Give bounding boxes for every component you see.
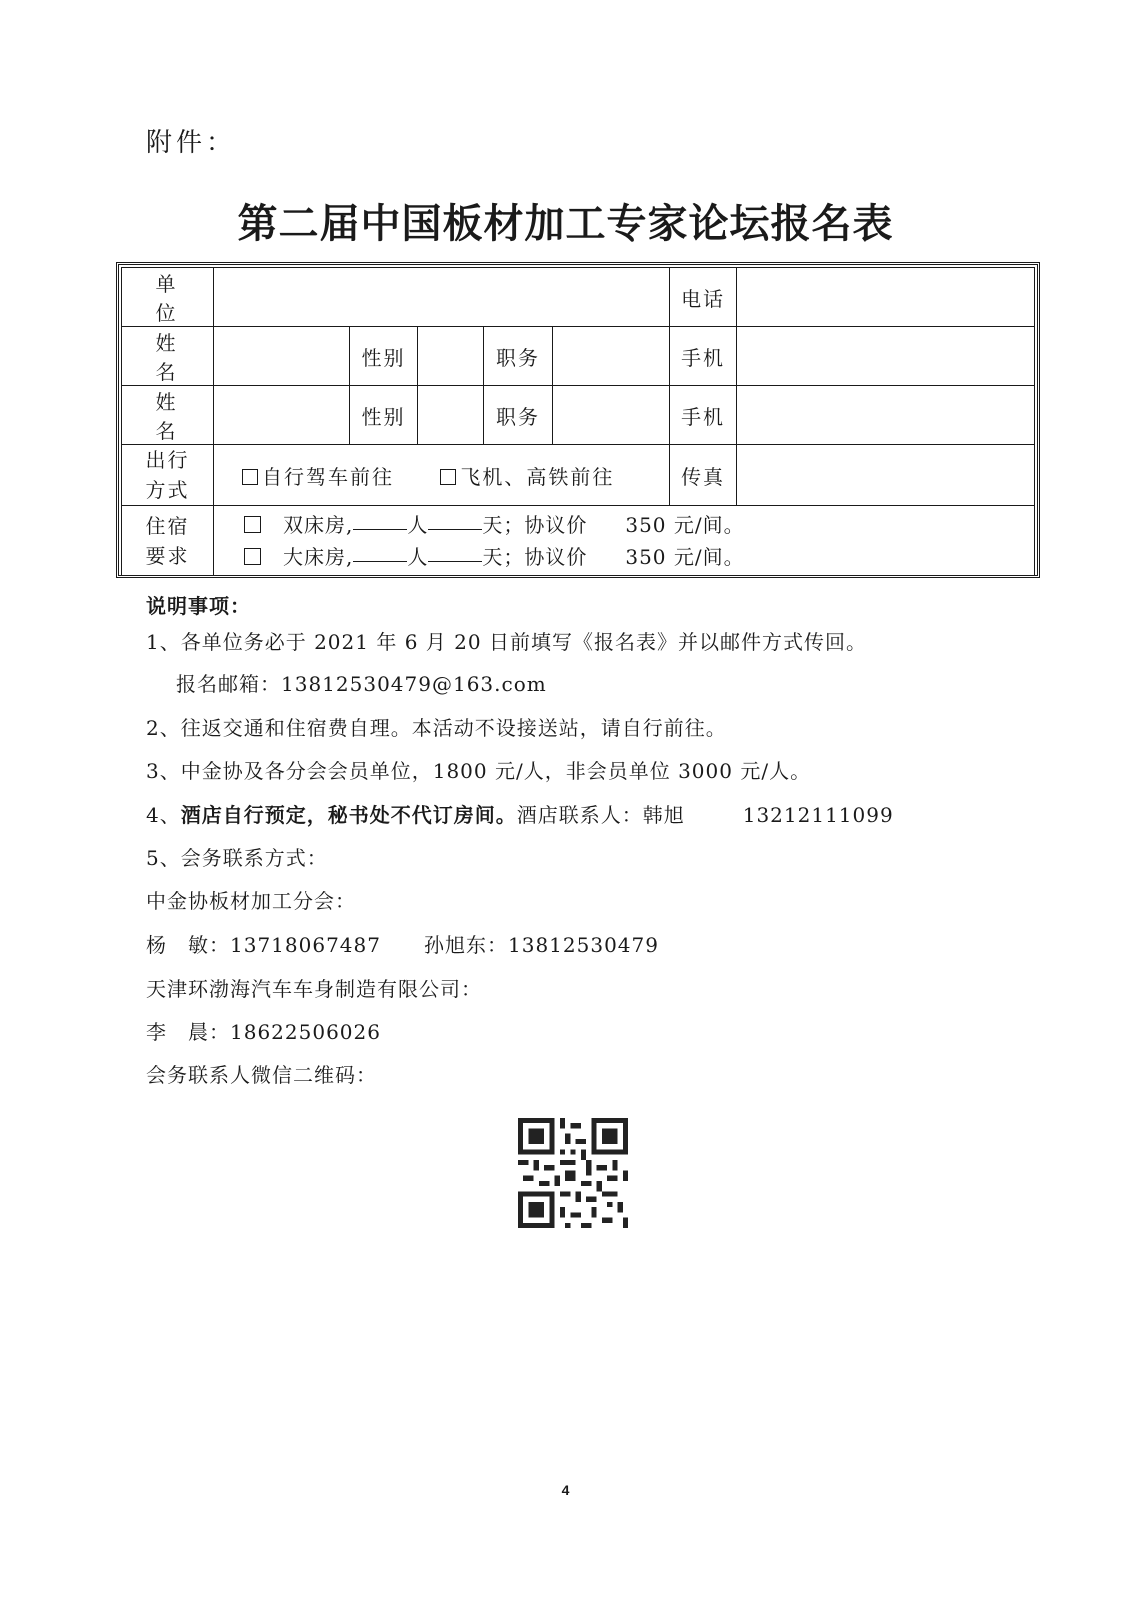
twin-room-checkbox[interactable] xyxy=(244,516,261,533)
name-field-2[interactable] xyxy=(214,386,350,445)
note-item-5: 5、会务联系方式： xyxy=(146,846,328,870)
twin-person-unit: 人 xyxy=(407,512,429,537)
fly-checkbox[interactable] xyxy=(440,469,456,485)
notes-heading: 说明事项： xyxy=(146,594,251,618)
registration-form xyxy=(116,262,1040,578)
gender-label-2: 性别 xyxy=(350,386,418,445)
big-price: 350 元/间。 xyxy=(625,544,745,569)
note-item-3: 3、中金协及各分会会员单位，1800 元/人，非会员单位 3000 元/人。 xyxy=(146,759,812,783)
phone-field[interactable] xyxy=(737,268,1035,327)
mobile-field-1[interactable] xyxy=(737,327,1035,386)
position-field-2[interactable] xyxy=(553,386,670,445)
twin-days-blank[interactable] xyxy=(428,528,482,530)
org-2: 天津环渤海汽车车身制造有限公司： xyxy=(146,977,482,1001)
mobile-label-1: 手机 xyxy=(670,327,737,386)
hotel-contact-phone: 13212111099 xyxy=(742,803,894,827)
drive-option-label: 自行驾车前往 xyxy=(262,464,394,489)
twin-price: 350 元/间。 xyxy=(625,512,745,537)
note-item-4-bold: 酒店自行预定，秘书处不代订房间。 xyxy=(180,803,517,827)
email-line: 报名邮箱：13812530479@163.com xyxy=(176,672,547,696)
wechat-label: 会务联系人微信二维码： xyxy=(146,1063,377,1087)
gender-field-2[interactable] xyxy=(418,386,484,445)
phone-label: 电话 xyxy=(670,268,737,327)
twin-room-label: 双床房, xyxy=(283,512,354,537)
big-day-price-label: 天；协议价 xyxy=(482,544,588,569)
position-label-1: 职务 xyxy=(484,327,553,386)
big-persons-blank[interactable] xyxy=(353,560,407,562)
gender-label-1: 性别 xyxy=(350,327,418,386)
lodging-label xyxy=(122,506,214,576)
note-item-4 xyxy=(146,799,894,828)
note-item-4-prefix: 4、 xyxy=(146,803,181,827)
big-days-blank[interactable] xyxy=(428,560,482,562)
position-label-2: 职务 xyxy=(484,386,553,445)
wechat-qr-code xyxy=(518,1118,628,1228)
unit-field[interactable] xyxy=(214,268,670,327)
twin-persons-blank[interactable] xyxy=(353,528,407,530)
travel-options xyxy=(214,445,670,506)
travel-label-line1: 出行 xyxy=(145,448,190,472)
big-room-label: 大床房, xyxy=(283,544,354,569)
fax-label: 传真 xyxy=(670,445,737,506)
name-label-2: 姓 名 xyxy=(122,386,214,445)
page-number: 4 xyxy=(561,1482,570,1498)
mobile-label-2: 手机 xyxy=(670,386,737,445)
contact-li: 李 晨：18622506026 xyxy=(146,1020,381,1044)
gender-field-1[interactable] xyxy=(418,327,484,386)
drive-checkbox[interactable] xyxy=(242,469,258,485)
name-field-1[interactable] xyxy=(214,327,350,386)
form-title: 第二届中国板材加工专家论坛报名表 xyxy=(237,201,894,247)
travel-label-line2: 方式 xyxy=(145,478,190,502)
lodging-options xyxy=(214,506,1035,576)
lodging-label-line1: 住宿 xyxy=(145,513,190,538)
name-label-1: 姓 名 xyxy=(122,327,214,386)
twin-room-row xyxy=(244,509,1034,541)
note-item-4-rest: 酒店联系人：韩旭 xyxy=(516,803,685,827)
attachment-label: 附件： xyxy=(146,128,237,158)
big-room-checkbox[interactable] xyxy=(244,548,261,565)
note-item-1: 1、各单位务必于 2021 年 6 月 20 日前填写《报名表》并以邮件方式传回。 xyxy=(146,630,867,654)
contact-yang: 杨 敏：13718067487 xyxy=(146,933,381,957)
fax-field[interactable] xyxy=(737,445,1035,506)
twin-day-price-label: 天；协议价 xyxy=(482,512,588,537)
lodging-label-line2: 要求 xyxy=(145,543,190,568)
big-room-row xyxy=(244,541,1034,573)
org-1: 中金协板材加工分会： xyxy=(146,889,356,913)
contact-sun: 孙旭东：13812530479 xyxy=(424,933,659,957)
note-item-2: 2、往返交通和住宿费自理。本活动不设接送站，请自行前往。 xyxy=(146,716,727,740)
big-person-unit: 人 xyxy=(407,544,429,569)
travel-label xyxy=(122,445,214,506)
fly-option-label: 飞机、高铁前往 xyxy=(460,464,615,489)
position-field-1[interactable] xyxy=(553,327,670,386)
registration-table xyxy=(121,267,1035,576)
mobile-field-2[interactable] xyxy=(737,386,1035,445)
unit-label: 单 位 xyxy=(122,268,214,327)
